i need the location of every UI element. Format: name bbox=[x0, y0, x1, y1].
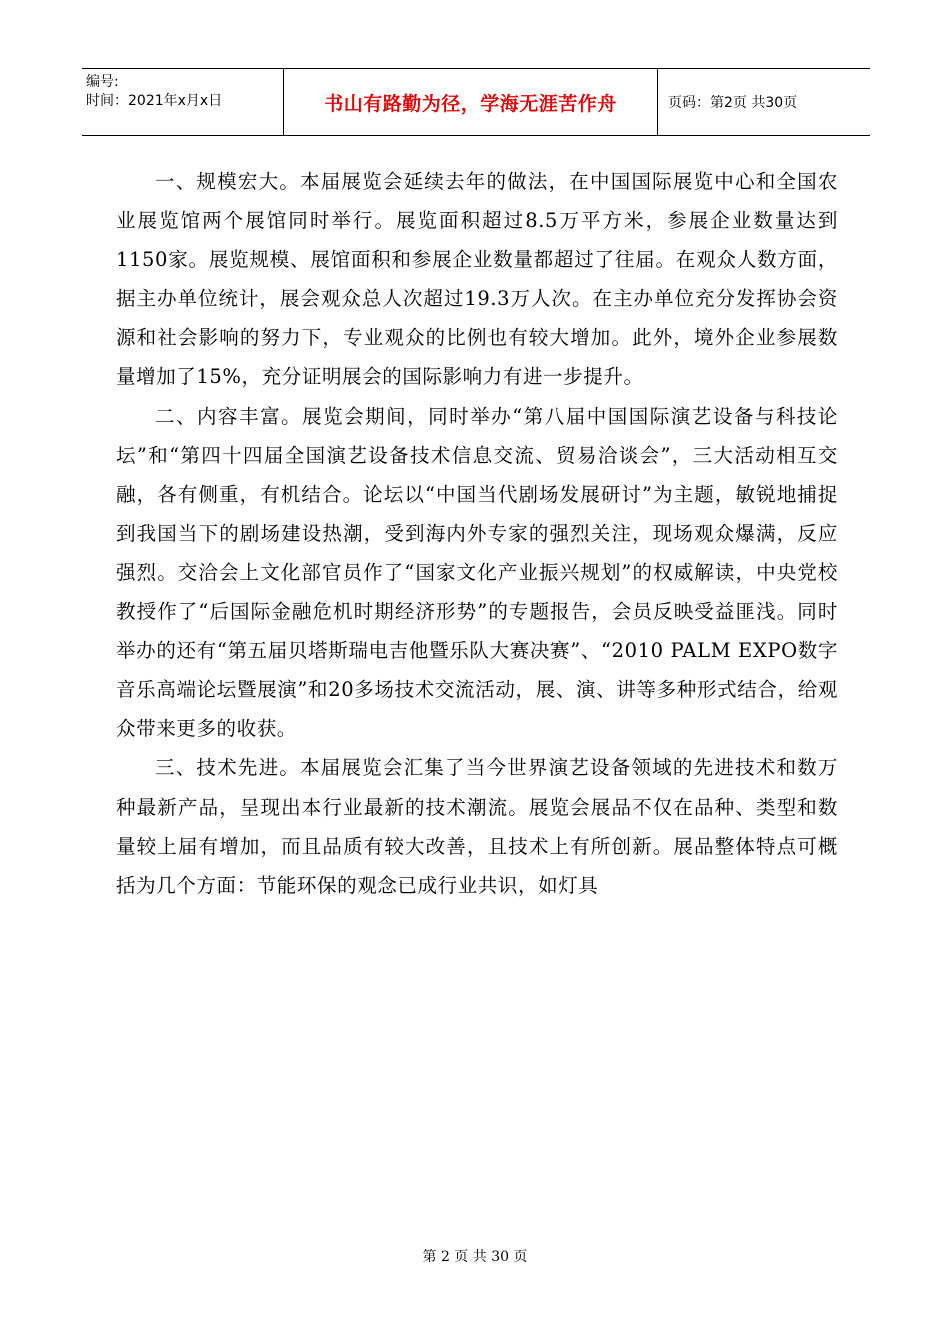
header-motto: 书山有路勤为径，学海无涯苦作舟 bbox=[324, 92, 617, 115]
paragraph-technology: 三、技术先进。本届展览会汇集了当今世界演艺设备领域的先进技术和数万种最新产品，呈现出本行业最新的技术潮流。展览会展品不仅在品种、类型和数量较上届有增加，而且品质有较大改善，且技术上有所创新。展品整体特点可概括为几个方面：节能环保的观念已成行业共识，如灯具 bbox=[116, 756, 838, 897]
header-motto-cell bbox=[284, 69, 658, 135]
page-footer bbox=[0, 1246, 950, 1266]
header-meta-cell bbox=[82, 69, 284, 135]
footer-page-number: 第 2 页 共 30 页 bbox=[422, 1249, 528, 1265]
document-date-label: 时间：2021年x月x日 bbox=[86, 93, 223, 109]
document-body bbox=[116, 162, 838, 905]
header-page-cell bbox=[658, 69, 870, 135]
paragraph-scale: 一、规模宏大。本届展览会延续去年的做法，在中国国际展览中心和全国农业展览馆两个展馆同时举行。展览面积超过8.5万平方米，参展企业数量达到1150家。展览规模、展馆面积和参展企业数量都超过了往届。在观众人数方面，据主办单位统计，展会观众总人次超过19.3万人次。在主办单位充分发挥协会资源和社会影响的努力下，专业观众的比例也有较大增加。此外，境外企业参展数量增加了15%，充分证明展会的国际影响力有进一步提升。 bbox=[116, 170, 838, 389]
header-page-info: 页码：第2页 共30页 bbox=[668, 95, 798, 111]
document-number-label: 编号: bbox=[86, 74, 119, 90]
page-header bbox=[82, 68, 870, 136]
paragraph-content: 二、内容丰富。展览会期间，同时举办“第八届中国国际演艺设备与科技论坛”和“第四十四届全国演艺设备技术信息交流、贸易洽谈会”，三大活动相互交融，各有侧重，有机结合。论坛以“中国当代剧场发展研讨”为主题，敏锐地捕捉到我国当下的剧场建设热潮，受到海内外专家的强烈关注，现场观众爆满，反应强烈。交洽会上文化部官员作了“国家文化产业振兴规划”的权威解读，中央党校教授作了“后国际金融危机时期经济形势”的专题报告，会员反映受益匪浅。同时举办的还有“第五届贝塔斯瑞电吉他暨乐队大赛决赛”、“2010 PALM EXPO数字音乐高端论坛暨展演”和20多场技术交流活动，展、演、讲等多种形式结合，给观众带来更多的收获。 bbox=[116, 404, 838, 741]
